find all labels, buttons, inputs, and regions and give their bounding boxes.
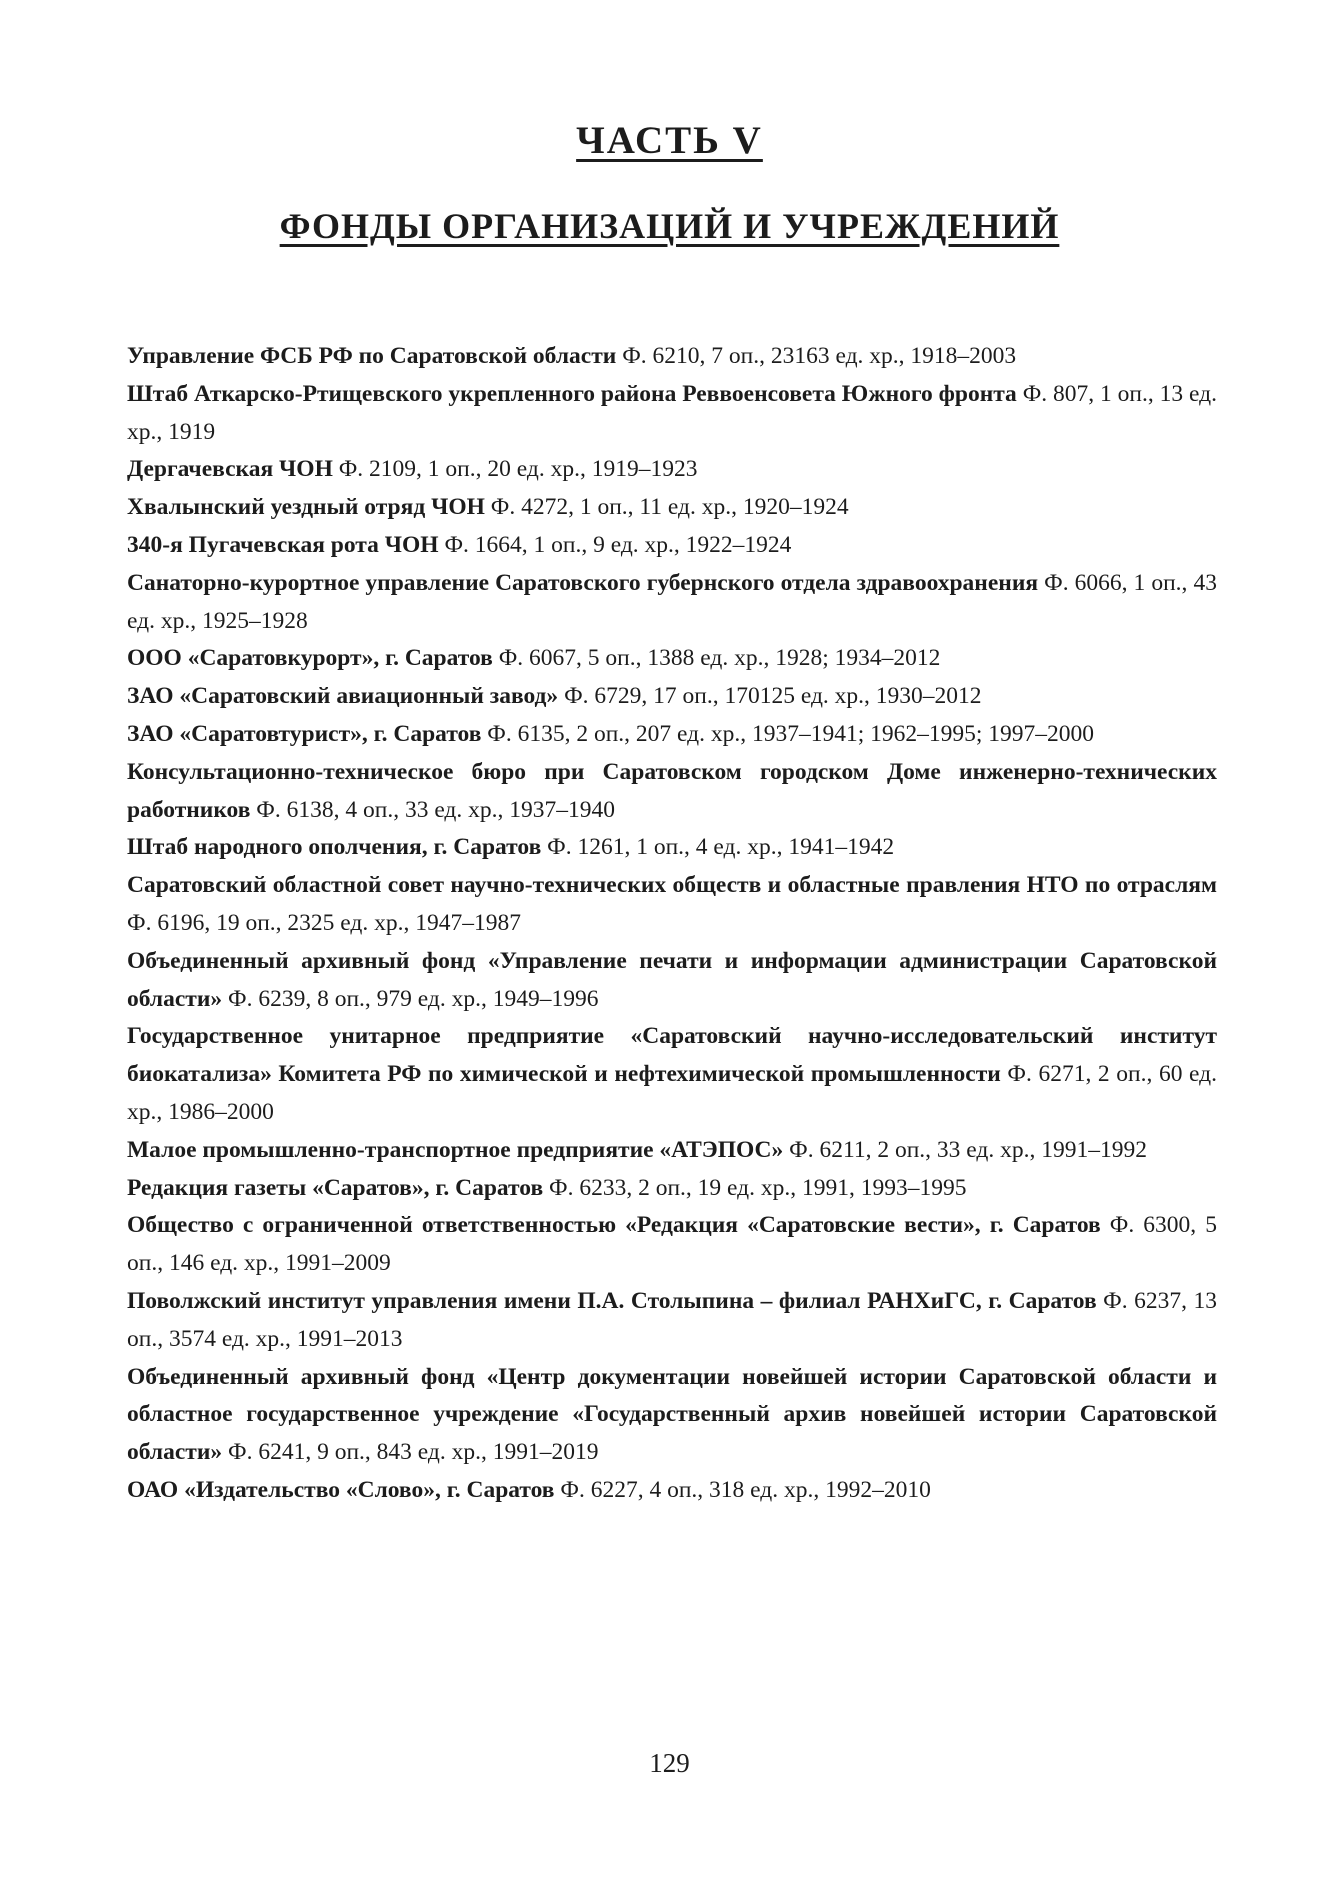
fund-name: Общество с ограниченной ответственностью «Редакция «Саратовские вести», г. Саратов: [127, 1212, 1101, 1239]
fund-entry: [127, 376, 1217, 452]
fund-entry: [127, 867, 1217, 943]
fund-entry: [127, 451, 1217, 489]
page-number: 129: [649, 1748, 690, 1778]
fund-details: Ф. 6239, 8 оп., 979 ед. хр., 1949–1996: [222, 985, 599, 1012]
fund-details: Ф. 1664, 1 оп., 9 ед. хр., 1922–1924: [438, 531, 792, 558]
fund-details: Ф. 6237, 13 оп., 3574 ед. хр., 1991–2013: [127, 1287, 1217, 1352]
fund-entry: [127, 338, 1217, 376]
fund-entry: [127, 1207, 1217, 1283]
fund-details: Ф. 6067, 5 оп., 1388 ед. хр., 1928; 1934–2012: [492, 645, 941, 672]
fund-name: ЗАО «Саратовский авиационный завод»: [127, 683, 559, 710]
fund-details: Ф. 2109, 1 оп., 20 ед. хр., 1919–1923: [332, 456, 698, 483]
fund-details: Ф. 6300, 5 оп., 146 ед. хр., 1991–2009: [127, 1212, 1217, 1277]
fund-details: Ф. 6135, 2 оп., 207 ед. хр., 1937–1941; 1962–1995; 1997–2000: [481, 720, 1095, 747]
fund-name: Дергачевская ЧОН: [127, 456, 333, 483]
fund-details: Ф. 6729, 17 оп., 170125 ед. хр., 1930–2012: [558, 683, 982, 710]
fund-name: ЗАО «Саратовтурист», г. Саратов: [127, 720, 482, 747]
fund-name: Поволжский институт управления имени П.А. Столыпина – филиал РАНХиГС, г. Саратов: [127, 1287, 1097, 1314]
fund-name: Государственное унитарное предприятие «Саратовский научно-исследовательский институт биокатализа» Комитета РФ по химической и нефтехимической промышленности: [127, 1023, 1217, 1088]
fund-entry: [127, 829, 1217, 867]
fund-details: Ф. 6210, 7 оп., 23163 ед. хр., 1918–2003: [616, 343, 1017, 369]
fund-name: Хвалынский уездный отряд ЧОН: [127, 494, 485, 521]
fund-details: Ф. 6227, 4 оп., 318 ед. хр., 1992–2010: [554, 1476, 931, 1503]
fund-name: ОАО «Издательство «Слово», г. Саратов: [127, 1476, 555, 1503]
fund-name: Редакция газеты «Саратов», г. Саратов: [127, 1174, 544, 1201]
fund-entry: [127, 565, 1217, 641]
fund-name: Штаб народного ополчения, г. Саратов: [127, 834, 542, 861]
fund-entry: [127, 1170, 1217, 1208]
fund-name: Объединенный архивный фонд «Центр документации новейшей истории Саратовской области и областное государственное учреждение «Государственный архив новейшей истории Саратовской области»: [127, 1363, 1217, 1466]
fund-details: Ф. 807, 1 оп., 13 ед. хр., 1919: [127, 380, 1217, 445]
fund-details: Ф. 4272, 1 оп., 11 ед. хр., 1920–1924: [484, 494, 849, 521]
fund-name: Объединенный архивный фонд «Управление печати и информации администрации Саратовской области»: [127, 947, 1217, 1012]
fund-name: ООО «Саратовкурорт», г. Саратов: [127, 645, 493, 672]
fund-details: Ф. 6138, 4 оп., 33 ед. хр., 1937–1940: [250, 796, 616, 823]
fund-name: Санаторно-курортное управление Саратовского губернского отдела здравоохранения: [127, 569, 1039, 596]
fund-list: [127, 338, 1217, 1510]
fund-details: Ф. 6066, 1 оп., 43 ед. хр., 1925–1928: [127, 569, 1217, 634]
fund-entry: [127, 489, 1217, 527]
fund-entry: [127, 1283, 1217, 1359]
fund-name: 340-я Пугачевская рота ЧОН: [127, 531, 439, 558]
section-title: ФОНДЫ ОРГАНИЗАЦИЙ И УЧРЕЖДЕНИЙ: [279, 206, 1060, 246]
fund-entry: [127, 716, 1217, 754]
fund-name: Малое промышленно-транспортное предприятие «АТЭПОС»: [127, 1136, 784, 1163]
fund-entry: [127, 678, 1217, 716]
fund-name: Штаб Аткарско-Ртищевского укрепленного района Реввоенсовета Южного фронта: [127, 380, 1017, 407]
fund-entry: [127, 754, 1217, 830]
fund-entry: [127, 1018, 1217, 1131]
fund-entry: [127, 1472, 1217, 1510]
fund-details: Ф. 6211, 2 оп., 33 ед. хр., 1991–1992: [783, 1136, 1148, 1163]
fund-details: Ф. 6241, 9 оп., 843 ед. хр., 1991–2019: [222, 1439, 599, 1466]
fund-entry: [127, 943, 1217, 1019]
part-title: ЧАСТЬ V: [576, 119, 763, 162]
fund-details: Ф. 1261, 1 оп., 4 ед. хр., 1941–1942: [541, 834, 895, 861]
fund-details: Ф. 6271, 2 оп., 60 ед. хр., 1986–2000: [127, 1061, 1217, 1125]
fund-details: Ф. 6233, 2 оп., 19 ед. хр., 1991, 1993–1995: [543, 1174, 967, 1201]
fund-entry: [127, 640, 1217, 678]
fund-name: Управление ФСБ РФ по Саратовской области: [127, 343, 617, 369]
fund-name: Консультационно-техническое бюро при Саратовском городском Доме инженерно-технических работников: [127, 758, 1217, 823]
fund-entry: [127, 1359, 1217, 1472]
fund-entry: [127, 527, 1217, 565]
fund-entry: [127, 1132, 1217, 1170]
fund-name: Саратовский областной совет научно-технических обществ и областные правления НТО по отраслям: [127, 872, 1217, 899]
fund-details: Ф. 6196, 19 оп., 2325 ед. хр., 1947–1987: [127, 909, 521, 936]
